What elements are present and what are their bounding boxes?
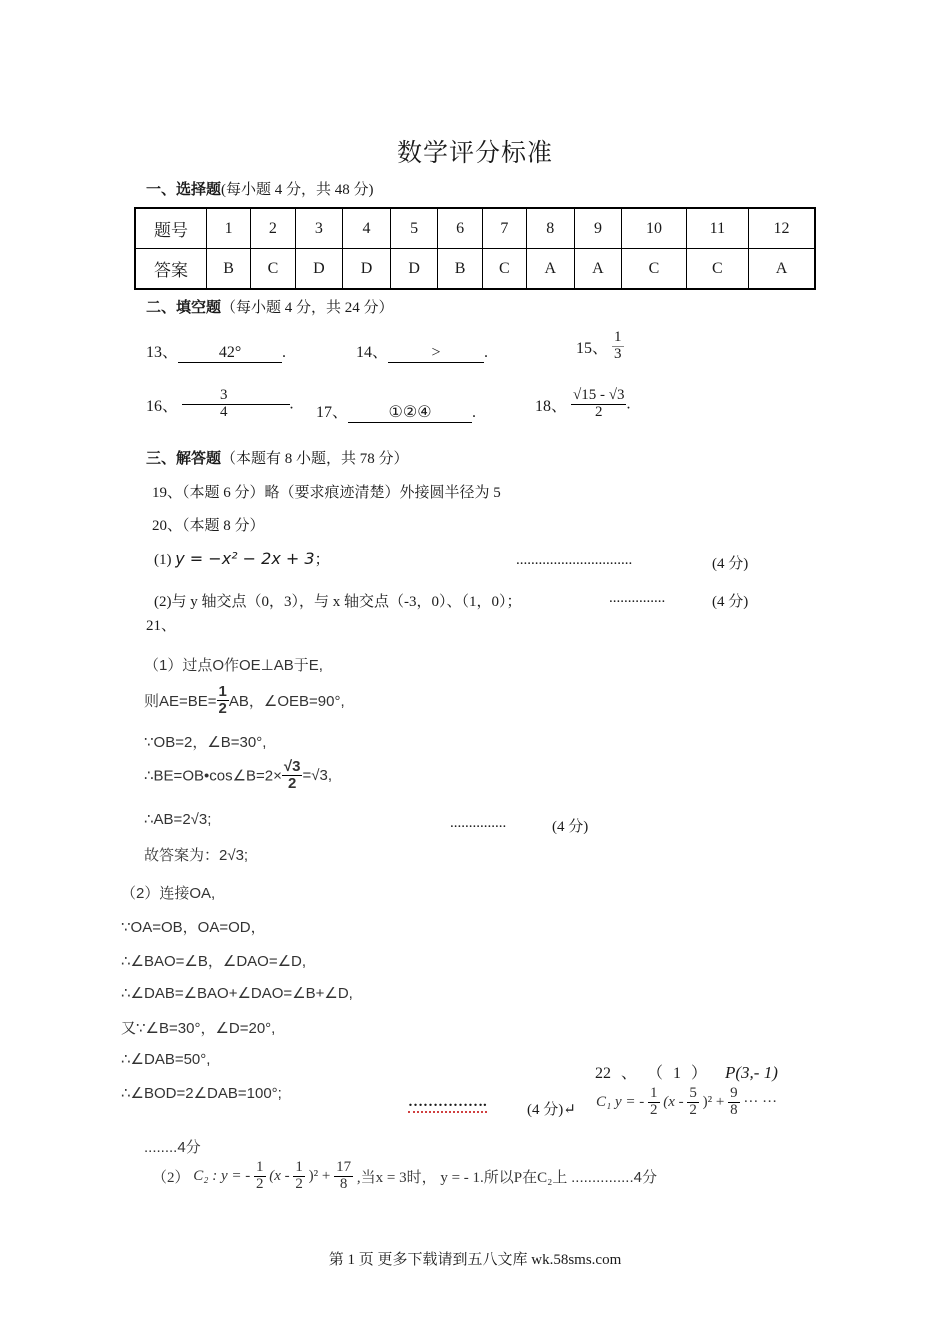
table-cell: A xyxy=(526,249,574,290)
table-head-answer: 答案 xyxy=(135,249,207,290)
question-number: 22 、 （ 1 ） xyxy=(595,1065,708,1082)
period: . xyxy=(484,344,489,361)
numerator: 1 xyxy=(256,1159,264,1175)
text: (x - xyxy=(269,1167,290,1184)
text: ··· ··· xyxy=(743,1093,778,1110)
q21-part2-line-2: ∵OA=OB，OA=OD， xyxy=(121,919,266,936)
section-1-heading xyxy=(146,178,374,199)
text: 则AE=BE= xyxy=(144,692,217,710)
table-cell: 8 xyxy=(526,208,574,249)
q21-line-5-dots: ............... xyxy=(450,815,507,831)
numerator: 1 xyxy=(218,683,227,700)
text: ,当x = 3时， y = - 1.所以P在C₂上 xyxy=(356,1169,568,1186)
fraction xyxy=(254,1160,266,1193)
fraction-sqrt3-over-2 xyxy=(282,759,303,792)
section-3-label: 三、解答题 xyxy=(146,451,222,467)
table-cell: 4 xyxy=(343,208,391,249)
section-2-label: 二、填空题 xyxy=(146,300,222,316)
section-3-heading xyxy=(146,447,409,468)
q22-continue: ........4分 xyxy=(144,1139,201,1156)
q21-line-6: 故答案为：2√3; xyxy=(144,847,249,864)
q22-score: (4 分)↵ xyxy=(527,1102,576,1118)
table-cell: A xyxy=(574,249,622,290)
table-head-number: 题号 xyxy=(135,208,207,249)
question-20-head: 20、（本题 8 分） xyxy=(152,518,265,534)
numerator: 17 xyxy=(336,1159,352,1175)
text: )² + xyxy=(308,1167,331,1184)
question-number: 14、 xyxy=(356,344,389,361)
fill-18 xyxy=(535,388,630,421)
table-cell: D xyxy=(343,249,391,290)
section-2-note: （每小题 4 分，共 24 分） xyxy=(221,300,394,316)
table-cell: 5 xyxy=(390,208,438,249)
numerator: 5 xyxy=(689,1085,697,1101)
denominator: 2 xyxy=(256,1175,264,1192)
table-row-numbers xyxy=(135,208,815,249)
q21-line-3: ∵OB=2，∠B=30°, xyxy=(144,734,267,751)
answer-16-blank-left xyxy=(182,404,218,405)
question-20-part2-dots: ............... xyxy=(609,590,666,606)
numerator: √3 xyxy=(283,758,301,775)
question-20-part2-score: (4 分) xyxy=(712,594,749,610)
question-number: 17、 xyxy=(316,404,349,421)
fraction-half xyxy=(217,684,229,717)
answer-table xyxy=(134,207,816,290)
page-footer: 第 1 页 更多下载请到五八文库 wk.58sms.com xyxy=(328,1252,622,1268)
text: AB，∠OEB=90°, xyxy=(228,692,345,710)
answer-18-fraction xyxy=(571,388,626,421)
question-number: 13、 xyxy=(146,344,179,361)
q22-part2 xyxy=(152,1160,657,1193)
q21-line-2 xyxy=(144,684,345,717)
table-cell: 2 xyxy=(251,208,295,249)
denominator: 2 xyxy=(595,403,603,420)
fraction xyxy=(293,1160,305,1193)
denominator: 2 xyxy=(288,774,297,792)
period: . xyxy=(626,395,631,413)
question-number: 16、 xyxy=(146,397,179,415)
q21-part2-line-1: （2）连接OA, xyxy=(121,885,216,902)
table-cell: D xyxy=(390,249,438,290)
text: C₁ y = - xyxy=(596,1093,645,1110)
table-cell: C xyxy=(482,249,526,290)
q21-part2-line-5: 又∵∠B=30°，∠D=20°, xyxy=(121,1020,276,1037)
denominator: 2 xyxy=(689,1101,697,1118)
text: (x - xyxy=(663,1093,684,1110)
table-row-answers xyxy=(135,249,815,290)
text: ∴BE=OB•cos∠B=2× xyxy=(144,767,282,785)
q21-part2-line-4: ∴∠DAB=∠BAO+∠DAO=∠B+∠D, xyxy=(121,985,353,1002)
text: )² + xyxy=(702,1093,725,1110)
fill-17 xyxy=(316,399,476,423)
question-number: 18、 xyxy=(535,397,568,415)
fill-14 xyxy=(356,339,488,363)
question-number: 15、 xyxy=(576,339,609,357)
q21-part2-line-6: ∴∠DAB=50°, xyxy=(121,1051,211,1068)
text: C₂ : y = - xyxy=(193,1167,251,1184)
answer-16-fraction xyxy=(218,388,230,421)
answer-13: 42° xyxy=(178,344,282,363)
q21-line-1: （1）过点O作OE⊥AB于E, xyxy=(144,657,323,674)
numerator: 1 xyxy=(614,329,622,345)
table-cell: 1 xyxy=(207,208,251,249)
numerator: 3 xyxy=(220,387,228,403)
table-cell: 12 xyxy=(748,208,815,249)
denominator: 2 xyxy=(218,699,227,717)
denominator: 3 xyxy=(614,345,622,362)
fraction xyxy=(687,1086,699,1119)
section-2-heading xyxy=(146,296,394,317)
table-cell: 11 xyxy=(686,208,748,249)
fraction xyxy=(648,1086,660,1119)
denominator: 4 xyxy=(220,403,228,420)
answer-17: ①②④ xyxy=(348,404,472,423)
table-cell: B xyxy=(207,249,251,290)
q22-c1-equation xyxy=(596,1086,777,1119)
table-cell: 9 xyxy=(574,208,622,249)
q21-part2-line-3: ∴∠BAO=∠B，∠DAO=∠D, xyxy=(121,953,307,970)
fraction xyxy=(334,1160,353,1193)
answer-15-fraction xyxy=(612,330,624,363)
question-20-part2: (2)与 y 轴交点（0，3），与 x 轴交点（-3，0）、（1，0）； xyxy=(154,594,522,610)
table-cell: C xyxy=(686,249,748,290)
dots: ……………. xyxy=(408,1094,487,1113)
period: . xyxy=(289,395,294,413)
part-label: （2） xyxy=(152,1169,190,1186)
section-3-note: （本题有 8 小题，共 78 分） xyxy=(221,451,409,467)
text: =√3, xyxy=(302,766,332,784)
denominator: 2 xyxy=(650,1101,658,1118)
period: . xyxy=(282,344,287,361)
table-cell: C xyxy=(251,249,295,290)
fill-13 xyxy=(146,339,286,363)
table-cell: D xyxy=(295,249,343,290)
period: . xyxy=(472,404,477,421)
q21-line-4 xyxy=(144,759,332,792)
question-20-part1-score: (4 分) xyxy=(712,556,749,572)
table-cell: A xyxy=(748,249,815,290)
denominator: 8 xyxy=(730,1101,738,1118)
table-cell: 7 xyxy=(482,208,526,249)
fill-15 xyxy=(576,330,624,363)
question-20-part1 xyxy=(154,548,330,569)
answer-16-blank-right xyxy=(230,404,290,405)
question-21-head: 21、 xyxy=(146,618,177,634)
q21-line-5: ∴AB=2√3; xyxy=(144,811,212,828)
dots-score: ...............4分 xyxy=(571,1168,657,1186)
point-P: P(3,- 1) xyxy=(725,1063,778,1082)
q22-head xyxy=(595,1060,778,1083)
q22-dots xyxy=(408,1094,487,1113)
section-1-label: 一、选择题 xyxy=(146,182,222,198)
part-label: (1) xyxy=(154,552,172,568)
table-cell: 3 xyxy=(295,208,343,249)
table-cell: 10 xyxy=(622,208,686,249)
denominator: 8 xyxy=(339,1175,348,1192)
formula: y = −x² − 2x + 3 xyxy=(175,549,315,568)
numerator: 1 xyxy=(650,1085,658,1101)
q21-part2-line-7: ∴∠BOD=2∠DAB=100°; xyxy=(121,1085,282,1102)
question-19: 19、（本题 6 分）略（要求痕迹清楚）外接圆半径为 5 xyxy=(152,485,501,501)
table-cell: C xyxy=(622,249,686,290)
section-1-note: (每小题 4 分，共 48 分) xyxy=(221,182,374,198)
table-cell: B xyxy=(438,249,482,290)
table-cell: 6 xyxy=(438,208,482,249)
denominator: 2 xyxy=(295,1175,303,1192)
numerator: 1 xyxy=(295,1159,303,1175)
fill-16 xyxy=(146,388,294,421)
punctuation: ； xyxy=(314,552,330,568)
page-title: 数学评分标准 xyxy=(396,140,553,167)
numerator: 9 xyxy=(730,1085,738,1101)
question-20-part1-dots: ............................... xyxy=(516,552,633,568)
fraction xyxy=(728,1086,740,1119)
q21-line-5-score: (4 分) xyxy=(552,819,589,835)
numerator: √15 - √3 xyxy=(573,387,625,403)
answer-14: > xyxy=(388,344,484,363)
